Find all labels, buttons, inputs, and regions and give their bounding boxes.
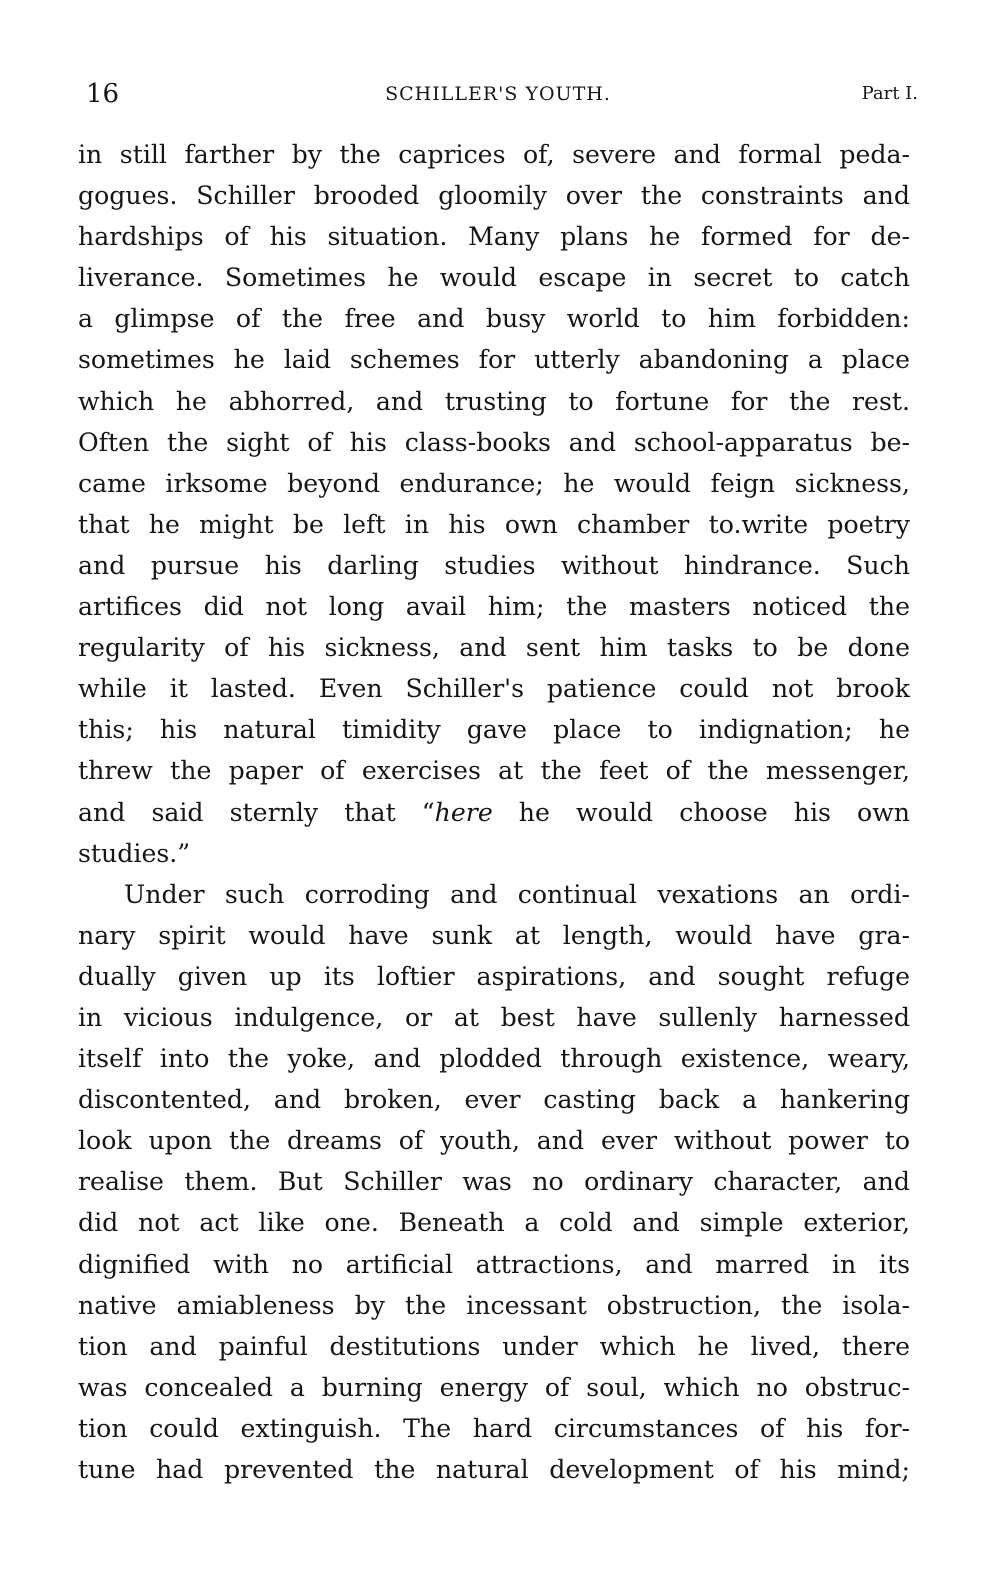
text-line: which he abhorred, and trusting to fortune for the rest. bbox=[78, 386, 910, 416]
text-line: that he might be left in his own chamber to.write poetry bbox=[78, 509, 910, 539]
text-line: dignified with no artificial attractions, and marred in its bbox=[78, 1249, 910, 1279]
text-line: itself into the yoke, and plodded through existence, weary, bbox=[78, 1044, 910, 1074]
text-line: dually given up its loftier aspirations, and sought refuge bbox=[78, 961, 910, 991]
part-label: Part I. bbox=[861, 83, 918, 104]
text-line: liverance. Sometimes he would escape in secret to catch bbox=[78, 263, 910, 293]
text-line: tune had prevented the natural development of his mind; bbox=[78, 1455, 910, 1484]
text-line: gogues. Schiller brooded gloomily over the constraints and bbox=[78, 181, 910, 211]
text-line: studies.” bbox=[78, 838, 191, 868]
text-line: and pursue his darling studies without hindrance. Such bbox=[78, 550, 910, 580]
page-number: 16 bbox=[86, 79, 120, 109]
text-line: was concealed a burning energy of soul, which no obstruc- bbox=[78, 1372, 910, 1402]
text-line: sometimes he laid schemes for utterly abandoning a place bbox=[78, 345, 910, 375]
emphasized-word: here bbox=[434, 797, 493, 827]
text-line: artifices did not long avail him; the masters noticed the bbox=[78, 592, 910, 622]
text-line: tion could extinguish. The hard circumstances of his for- bbox=[78, 1413, 910, 1443]
text-line: a glimpse of the free and busy world to him forbidden: bbox=[78, 304, 910, 334]
text-line: Under such corroding and continual vexations an ordi- bbox=[124, 879, 910, 909]
text-line: hardships of his situation. Many plans he formed for de- bbox=[78, 222, 910, 252]
text-line: nary spirit would have sunk at length, would have gra- bbox=[78, 920, 910, 950]
book-page bbox=[78, 0, 918, 1583]
text-line-with-emphasis: and said sternly that “here he would choose his own bbox=[78, 797, 911, 827]
text-line: this; his natural timidity gave place to indignation; he bbox=[78, 715, 910, 745]
text-line: realise them. But Schiller was no ordinary character, and bbox=[78, 1167, 910, 1197]
text-line: discontented, and broken, ever casting back a hankering bbox=[78, 1085, 910, 1115]
text-line: threw the paper of exercises at the feet of the messenger, bbox=[78, 756, 910, 786]
text-line: did not act like one. Beneath a cold and simple exterior, bbox=[78, 1208, 910, 1238]
text-line: tion and painful destitutions under which he lived, there bbox=[78, 1331, 910, 1361]
text-line: came irksome beyond endurance; he would feign sickness, bbox=[78, 468, 910, 498]
paragraph-1 bbox=[78, 134, 910, 874]
running-head bbox=[78, 76, 918, 112]
text-line: in vicious indulgence, or at best have sullenly harnessed bbox=[78, 1002, 910, 1032]
text-line: Often the sight of his class-books and school-apparatus be- bbox=[78, 427, 910, 457]
text-line: look upon the dreams of youth, and ever without power to bbox=[78, 1126, 910, 1156]
body-text bbox=[78, 134, 910, 1490]
text-line: while it lasted. Even Schiller's patience could not brook bbox=[78, 674, 910, 704]
running-title: SCHILLER'S YOUTH. bbox=[385, 83, 611, 105]
text-line: regularity of his sickness, and sent him tasks to be done bbox=[78, 633, 910, 663]
text-line: in still farther by the caprices of, severe and formal peda- bbox=[78, 140, 910, 169]
paragraph-2 bbox=[78, 874, 910, 1490]
text-line: native amiableness by the incessant obstruction, the isola- bbox=[78, 1290, 910, 1320]
